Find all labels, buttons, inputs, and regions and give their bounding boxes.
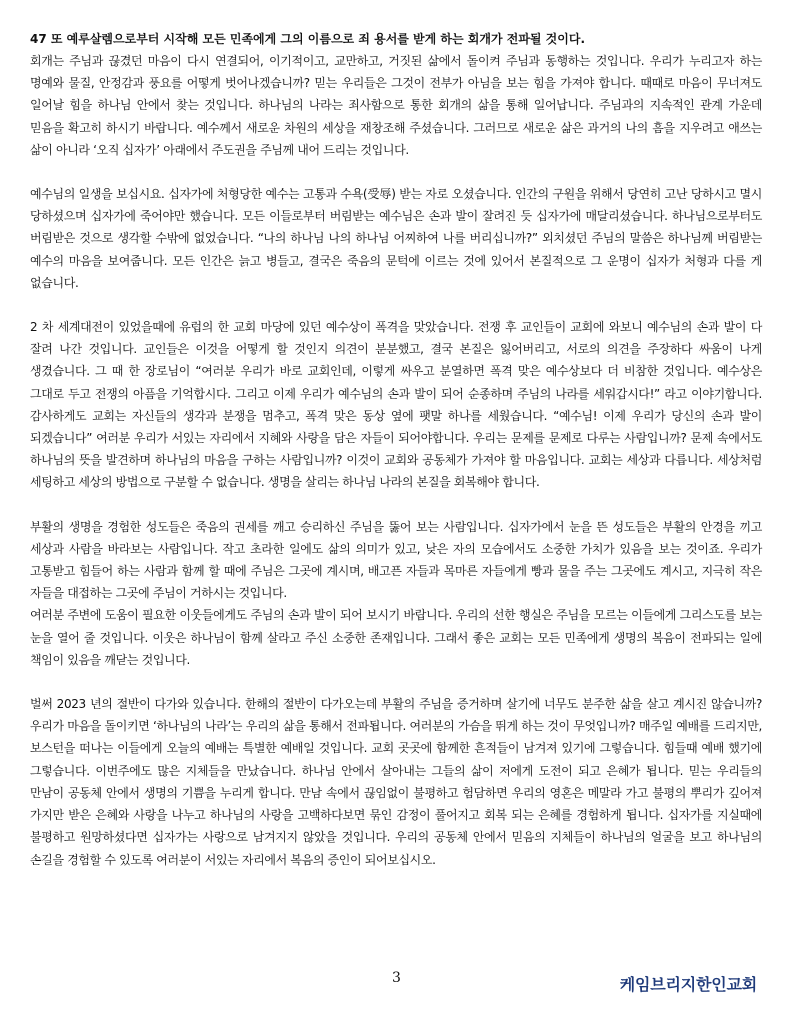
church-name-logo: 케임브리지한인교회 [619, 975, 757, 994]
paragraph-resurrection: 부활의 생명을 경험한 성도들은 죽음의 권세를 깨고 승리하신 주님을 뚫어 보는 사람입니다. 십자가에서 눈을 뜬 성도들은 부활의 안경을 끼고 세상과 사람을 바라보는 사람입니다. 작고 초라한 일에도 삶의 의미가 있고, 낮은 자의 모습에서도 소중한 가치가 있음을 보는 것이죠. 우리가 고통받고 힘들어 하는 사람과 함께 할 때에 주님은 그곳에 계시며, 배고픈 자들과 목마른 자들에게 빵과 물을 주는 그곳에도 계시고, 지극히 작은 자들을 대접하는 그곳에 주님이 거하시는 것입니다. [30, 519, 762, 601]
document-body [30, 28, 762, 893]
paragraph-year-2023: 벌써 2023 년의 절반이 다가와 있습니다. 한해의 절반이 다가오는데 부활의 주님을 증거하며 살기에 너무도 분주한 삶을 살고 계시진 않습니까? 우리가 마음을 돌이키면 ‘하나님의 나라’는 우리의 삶을 통해서 전파됩니다. 여러분의 가슴을 뛰게 하는 것이 무엇입니까? 매주일 예배를 드리지만, 보스턴을 떠나는 이들에게 오늘의 예배는 특별한 예배일 것입니다. 교회 곳곳에 함께한 흔적들이 남겨져 있기에 그렇습니다. 힘들때 예배 했기에 그렇습니다. 이번주에도 많은 지체들을 만났습니다. 하나님 안에서 살아내는 그들의 삶이 저에게 도전이 되고 은혜가 됩니다. 믿는 우리들의 만남이 공동체 안에서 생명의 기쁨을 누리게 합니다. 만남 속에서 끊임없이 불평하고 험담하면 우리의 영혼은 메말라 가고 불평의 뿌리가 깊어져 가지만 받은 은혜와 사랑을 나누고 하나님의 사랑을 고백하다보면 묶인 감정이 풀어지고 회복 되는 은혜를 경험하게 됩니다. 십자가를 지실때에 불평하고 원망하셨다면 십자가는 사랑으로 남겨지지 않았을 것입니다. 우리의 공동체 안에서 믿음의 지체들이 하나님의 얼굴을 보고 하나님의 손길을 경험할 수 있도록 여러분이 서있는 자리에서 복음의 증인이 되어보십시오. [30, 697, 762, 867]
paragraph-life-of-jesus: 예수님의 일생을 보십시요. 십자가에 처형당한 예수는 고통과 수욕(受辱) 받는 자로 오셨습니다. 인간의 구원을 위해서 당연히 고난 당하시고 멸시 당하셨으며 십자가에 죽어야만 했습니다. 모든 이들로부터 버림받는 예수님은 손과 발이 잘려진 듯 십자가에 매달리셨습니다. 하나님으로부터도 버림받은 것으로 생각할 수밖에 없었습니다. “나의 하나님 나의 하나님 어찌하여 나를 버리십니까?” 외치셨던 주님의 말씀은 하나님께 버림받는 예수의 마음을 보여줍니다. 모든 인간은 늙고 병들고, 결국은 죽음의 문턱에 이르는 것에 있어서 본질적으로 그 운명이 십자가 처형과 다를 게 없습니다. [30, 187, 762, 290]
paragraph-neighbors: 여러분 주변에 도움이 필요한 이웃들에게도 주님의 손과 발이 되어 보시기 바랍니다. 우리의 선한 행실은 주님을 모르는 이들에게 그리스도를 보는 눈을 열어 줄 것입니다. 이웃은 하나님이 함께 살라고 주신 소중한 존재입니다. 그래서 좋은 교회는 모든 민족에게 생명의 복음이 전파되는 일에 책임이 있음을 깨닫는 것입니다. [30, 608, 762, 667]
page-number: 3 [392, 970, 401, 986]
scripture-verse: 47 또 예루살렘으로부터 시작해 모든 민족에게 그의 이름으로 죄 용서를 받게 하는 회개가 전파될 것이다. [30, 32, 586, 46]
paragraph-statue-story: 2 차 세계대전이 있었을때에 유럽의 한 교회 마당에 있던 예수상이 폭격을 맞았습니다. 전쟁 후 교인들이 교회에 와보니 예수님의 손과 발이 다 잘려 나간 것입니다. 교인들은 이것을 어떻게 할 것인지 의견이 분분했고, 결국 본질은 잃어버리고, 서로의 의견을 주장하다 싸움이 나게 생겼습니다. 그 때 한 장로님이 “여러분 우리가 바로 교회인데, 이렇게 싸우고 분열하면 폭격 맞은 예수상보다 더 비참한 것입니다. 예수상은 그대로 두고 전쟁의 아픔을 기억합시다. 그리고 이제 우리가 예수님의 손과 발이 되어 순종하며 주님의 나라를 세워갑시다!” 라고 이야기합니다. 감사하게도 교회는 자신들의 생각과 분쟁을 멈추고, 폭격 맞은 동상 옆에 팻말 하나를 세웠습니다. “예수님! 이제 우리가 당신의 손과 발이 되겠습니다” 여러분 우리가 서있는 자리에서 지혜와 사랑을 담은 자들이 되어야합니다. 우리는 문제를 문제로 다루는 사람입니까? 문제 속에서도 하나님의 뜻을 발견하며 하나님의 마음을 구하는 사람입니까? 이것이 교회와 공동체가 가져야 할 마음입니다. 교회는 세상과 다릅니다. 세상처럼 세팅하고 세상의 방법으로 구분할 수 없습니다. 생명을 살리는 하나님 나라의 본질을 회복해야 합니다. [30, 320, 762, 490]
paragraph-repentance: 회개는 주님과 끊겼던 마음이 다시 연결되어, 이기적이고, 교만하고, 거짓된 삶에서 돌이켜 주님과 동행하는 것입니다. 우리가 누리고자 하는 명예와 물질, 안정감과 풍요를 어떻게 벗어나겠습니까? 믿는 우리들은 그것이 전부가 아님을 보는 힘을 가져야 합니다. 때때로 마음이 무너져도 일어날 힘을 하나님 안에서 찾는 것입니다. 하나님의 나라는 죄사함으로 통한 회개의 삶을 통해 일어납니다. 주님과의 지속적인 관계 가운데 믿음을 확고히 하시기 바랍니다. 예수께서 새로운 차원의 세상을 재창조해 주셨습니다. 그러므로 새로운 삶은 과거의 나의 흠을 지우려고 애쓰는 삶이 아니라 ‘오직 십자가’ 아래에서 주도권을 주님께 내어 드리는 것입니다. [30, 54, 762, 157]
